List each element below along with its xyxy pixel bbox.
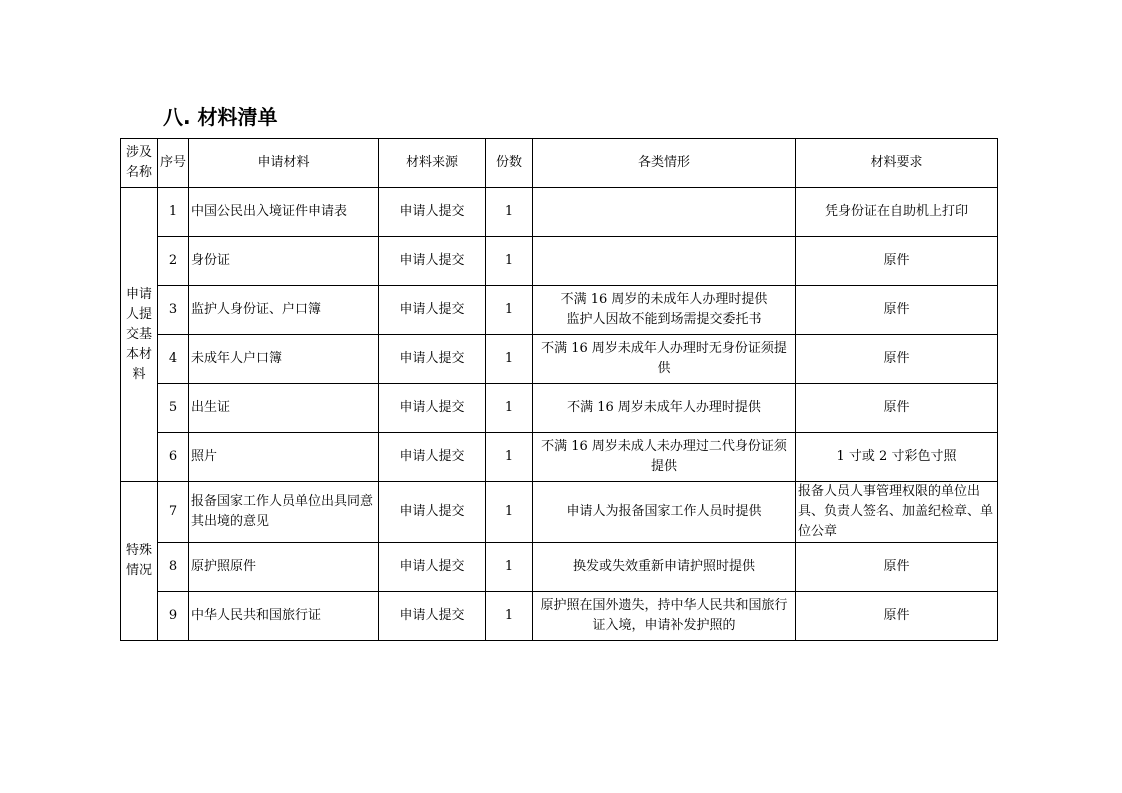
- row-material: 报备国家工作人员单位出具同意其出境的意见: [189, 482, 379, 543]
- row-requirement: 原件: [796, 543, 998, 592]
- row-index: 9: [158, 592, 189, 641]
- row-material: 出生证: [189, 384, 379, 433]
- row-situation: 换发或失效重新申请护照时提供: [533, 543, 796, 592]
- header-material: 申请材料: [189, 139, 379, 188]
- row-source: 申请人提交: [379, 384, 486, 433]
- group-special-cases: 特殊情况: [121, 482, 158, 641]
- row-requirement: 原件: [796, 384, 998, 433]
- row-material: 未成年人户口簿: [189, 335, 379, 384]
- header-situation: 各类情形: [533, 139, 796, 188]
- row-index: 6: [158, 433, 189, 482]
- header-source: 材料来源: [379, 139, 486, 188]
- row-copies: 1: [486, 433, 533, 482]
- page-title: 八. 材料清单: [163, 105, 278, 129]
- row-index: 3: [158, 286, 189, 335]
- row-situation: 不满 16 周岁未成人未办理过二代身份证须提供: [533, 433, 796, 482]
- row-requirement: 凭身份证在自助机上打印: [796, 188, 998, 237]
- row-index: 7: [158, 482, 189, 543]
- row-material: 照片: [189, 433, 379, 482]
- row-copies: 1: [486, 482, 533, 543]
- header-group: 涉及名称: [121, 139, 158, 188]
- row-requirement: 原件: [796, 237, 998, 286]
- row-material: 监护人身份证、户口簿: [189, 286, 379, 335]
- row-situation: 原护照在国外遗失，持中华人民共和国旅行证入境，申请补发护照的: [533, 592, 796, 641]
- row-requirement: 1 寸或 2 寸彩色寸照: [796, 433, 998, 482]
- row-copies: 1: [486, 188, 533, 237]
- table-row: [121, 482, 998, 543]
- row-source: 申请人提交: [379, 188, 486, 237]
- row-situation: [533, 188, 796, 237]
- row-index: 5: [158, 384, 189, 433]
- row-source: 申请人提交: [379, 433, 486, 482]
- row-material: 中华人民共和国旅行证: [189, 592, 379, 641]
- table-row: [121, 543, 998, 592]
- row-source: 申请人提交: [379, 592, 486, 641]
- row-source: 申请人提交: [379, 286, 486, 335]
- table-header-row: [121, 139, 998, 188]
- header-requirement: 材料要求: [796, 139, 998, 188]
- row-copies: 1: [486, 335, 533, 384]
- row-copies: 1: [486, 286, 533, 335]
- row-source: 申请人提交: [379, 482, 486, 543]
- table-row: [121, 286, 998, 335]
- table-row: [121, 237, 998, 286]
- header-copies: 份数: [486, 139, 533, 188]
- row-source: 申请人提交: [379, 543, 486, 592]
- row-material: 原护照原件: [189, 543, 379, 592]
- row-material: 身份证: [189, 237, 379, 286]
- row-situation: [533, 237, 796, 286]
- row-copies: 1: [486, 543, 533, 592]
- row-copies: 1: [486, 592, 533, 641]
- row-situation: 申请人为报备国家工作人员时提供: [533, 482, 796, 543]
- header-index: 序号: [158, 139, 189, 188]
- materials-table: [120, 138, 998, 641]
- row-copies: 1: [486, 384, 533, 433]
- row-situation: 不满 16 周岁未成年人办理时提供: [533, 384, 796, 433]
- table-row: [121, 433, 998, 482]
- group-basic-materials: 申请人提交基本材料: [121, 188, 158, 482]
- row-source: 申请人提交: [379, 237, 486, 286]
- table-row: [121, 384, 998, 433]
- table-row: [121, 188, 998, 237]
- row-situation: 不满 16 周岁的未成年人办理时提供 监护人因故不能到场需提交委托书: [533, 286, 796, 335]
- row-source: 申请人提交: [379, 335, 486, 384]
- table-row: [121, 335, 998, 384]
- row-index: 8: [158, 543, 189, 592]
- row-situation: 不满 16 周岁未成年人办理时无身份证须提供: [533, 335, 796, 384]
- row-index: 1: [158, 188, 189, 237]
- row-index: 2: [158, 237, 189, 286]
- row-material: 中国公民出入境证件申请表: [189, 188, 379, 237]
- row-requirement: 原件: [796, 335, 998, 384]
- row-index: 4: [158, 335, 189, 384]
- table-row: [121, 592, 998, 641]
- row-requirement: 报备人员人事管理权限的单位出具、负责人签名、加盖纪检章、单位公章: [796, 482, 998, 543]
- row-requirement: 原件: [796, 286, 998, 335]
- row-copies: 1: [486, 237, 533, 286]
- row-requirement: 原件: [796, 592, 998, 641]
